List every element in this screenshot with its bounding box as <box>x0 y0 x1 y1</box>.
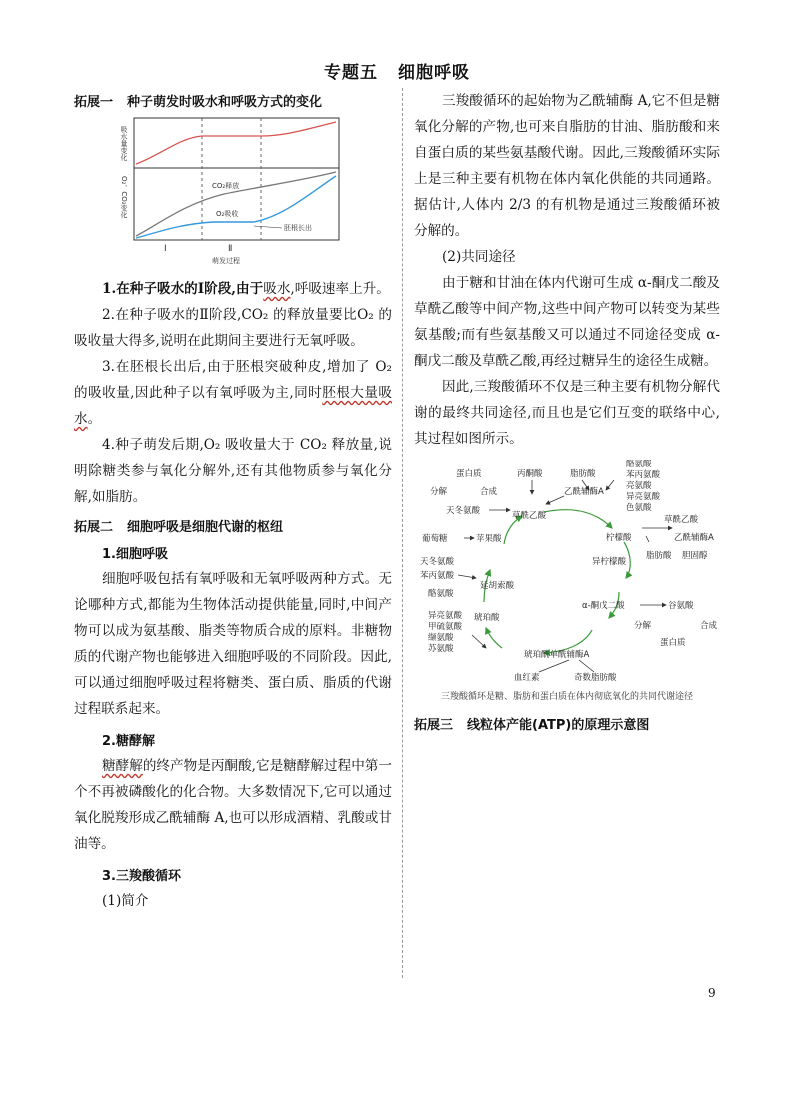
ext3-heading: 拓展三 线粒体产能(ATP)的原理示意图 <box>414 718 650 733</box>
page-title: 专题五 细胞呼吸 <box>324 63 470 83</box>
node-asp2: 天冬氨酸 <box>420 557 455 567</box>
germination-figure <box>104 116 392 270</box>
ext2-sub-3b: (2)共同途径 <box>442 249 516 265</box>
x-axis-label: 萌发过程 <box>212 257 240 265</box>
node-glucose: 葡萄糖 <box>422 534 448 544</box>
tca-diagram <box>414 460 720 689</box>
node-oddfa: 奇数脂肪酸 <box>574 673 617 683</box>
node-asp: 天冬氨酸 <box>446 506 481 516</box>
node-acetylcoa: 乙酰辅酶A <box>564 487 604 497</box>
ext1-point-1: 1.在种子吸水的Ⅰ阶段,由于吸水,呼吸速率上升。 <box>102 281 390 297</box>
radicle-label: 胚根长出 <box>284 224 312 232</box>
node-glu: 谷氨酸 <box>668 601 694 611</box>
ext2-sub-2: 2.糖酵解 <box>102 734 155 749</box>
right-column <box>414 88 720 739</box>
node-tyr2: 酪氨酸 <box>428 589 454 599</box>
ext1-point-4: 4.种子萌发后期,O₂ 吸收量大于 CO₂ 释放量,说明除糖类参与氧化分解外,还有其他物质参与氧化分解,如脂肪。 <box>74 437 392 505</box>
node-oaa: 草酰乙酸 <box>512 511 547 521</box>
ext1-heading: 拓展一 种子萌发时吸水和呼吸方式的变化 <box>74 95 323 110</box>
node-protein2: 蛋白质 <box>660 638 686 648</box>
node-heme: 血红素 <box>514 673 540 683</box>
ext2-sub-1: 1.细胞呼吸 <box>102 547 168 562</box>
label-decompose2: 分解 <box>634 621 652 631</box>
node-succinate: 琥珀酸 <box>474 613 500 623</box>
node-aa3-4: 苏氨酸 <box>428 644 454 654</box>
ext1-point-2: 2.在种子吸水的Ⅱ阶段,CO₂ 的释放量要比O₂ 的吸收量大得多,说明在此期间主要进行无氧呼吸。 <box>74 307 392 349</box>
node-protein: 蛋白质 <box>456 469 482 479</box>
page-number: 9 <box>708 986 716 1000</box>
node-fattyacid: 脂肪酸 <box>570 469 596 479</box>
node-pyruvate: 丙酮酸 <box>517 469 543 479</box>
y-label-bottom: O₂、CO₂变化 <box>120 176 128 219</box>
tca-conclusion-para: 因此,三羧酸循环不仅是三种主要有机物分解代谢的最终共同途径,而且也是它们互变的联络中心,其过程如图所示。 <box>414 379 720 447</box>
ext2-para-2: 糖酵解的终产物是丙酮酸,它是糖酵解过程中第一个不再被磷酸化的化合物。大多数情况下,它可以通过氧化脱羧形成乙酰辅酶 A,也可以形成酒精、乳酸或甘油等。 <box>74 758 392 852</box>
node-aa-5: 色氨酸 <box>626 503 652 513</box>
ext2-sub-3: 3.三羧酸循环 <box>102 869 181 884</box>
node-fa2: 脂肪酸 <box>646 551 672 561</box>
node-aa-3: 亮氨酸 <box>626 481 652 491</box>
ext2-heading: 拓展二 细胞呼吸是细胞代谢的枢纽 <box>74 520 284 535</box>
column-divider <box>402 88 403 978</box>
y-label-top: 吸水量变化 <box>120 126 128 161</box>
node-isocitrate: 异柠檬酸 <box>592 557 627 567</box>
ext2-sub-3a: (1)简介 <box>102 893 149 909</box>
node-aa-1: 酪氨酸 <box>626 460 652 469</box>
label-synth: 合成 <box>480 487 498 497</box>
ext1-point-3: 3.在胚根长出后,由于胚根突破种皮,增加了 O₂ 的吸收量,因此种子以有氧呼吸为主,同时胚根大量吸水。 <box>74 359 392 427</box>
node-succcoa: 琥珀酰单酰辅酶A <box>524 650 590 660</box>
node-phe2: 苯丙氨酸 <box>420 571 455 581</box>
node-aa-4: 异亮氨酸 <box>626 492 661 502</box>
ext2-para-1: 细胞呼吸包括有氧呼吸和无氧呼吸两种方式。无论哪种方式,都能为生物体活动提供能量,同时,中间产物可以成为氨基酸、脂类等物质合成的原料。非糖物质的代谢产物也能够进入细胞呼吸的不同阶段。因此,可以通过细胞呼吸过程将糖类、蛋白质、脂质的代谢过程联系起来。 <box>74 571 392 717</box>
node-aa3-3: 缬氨酸 <box>428 633 454 643</box>
node-acetyl2: 乙酰辅酶A <box>674 533 714 543</box>
node-aa-2: 苯丙氨酸 <box>626 470 661 480</box>
label-synth2: 合成 <box>700 621 718 631</box>
node-aa3-2: 甲硫氨酸 <box>428 622 463 632</box>
node-akg: α-酮戊二酸 <box>582 601 625 611</box>
co2-label: CO₂释放 <box>212 182 240 190</box>
water-curve <box>136 122 336 164</box>
node-chol: 胆固醇 <box>682 551 708 561</box>
o2-label: O₂吸收 <box>216 210 239 218</box>
tca-common-para: 由于糖和甘油在体内代谢可生成 α-酮戊二酸及草酰乙酸等中间产物,这些中间产物可以转变为某些氨基酸;而有些氨基酸又可以通过不同途径变成 α-酮戊二酸及草酰乙酸,再经过糖异生的途径生成糖。 <box>414 275 720 369</box>
stage-1-label: Ⅰ <box>164 244 167 254</box>
tca-caption: 三羧酸循环是糖、脂肪和蛋白质在体内彻底氧化的共同代谢途径 <box>440 692 693 702</box>
stage-2-label: Ⅱ <box>228 244 233 254</box>
tca-intro-para: 三羧酸循环的起始物为乙酰辅酶 A,它不但是糖氧化分解的产物,也可来自脂肪的甘油、脂肪酸和来自蛋白质的某些氨基酸代谢。因此,三羧酸循环实际上是三种主要有机物在体内氧化供能的共同通路。据估计,人体内 2/3 的有机物是通过三羧酸循环被分解的。 <box>414 93 720 239</box>
node-fumarate: 延胡索酸 <box>480 581 515 591</box>
node-oxa2: 草酰乙酸 <box>664 515 699 525</box>
node-citrate: 柠檬酸 <box>606 533 632 543</box>
label-decompose: 分解 <box>430 487 448 497</box>
node-malate: 苹果酸 <box>476 534 502 544</box>
left-column <box>74 88 392 914</box>
node-aa3-1: 异亮氨酸 <box>428 611 463 621</box>
